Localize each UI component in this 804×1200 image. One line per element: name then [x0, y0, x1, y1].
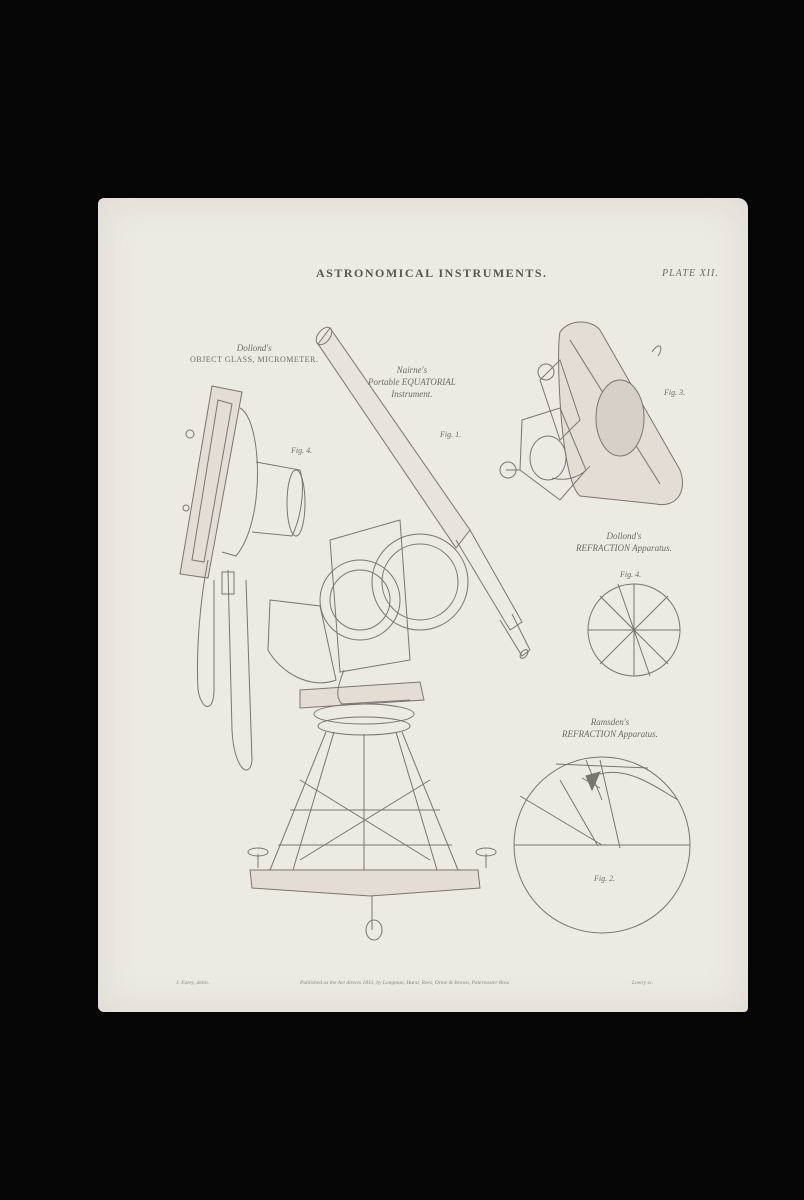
ramsden-refraction-fig-label: Fig. 2.	[594, 874, 616, 883]
micrometer-name: OBJECT GLASS, MICROMETER.	[190, 355, 319, 364]
ramsden-refraction-name: REFRACTION Apparatus.	[562, 729, 658, 739]
equatorial-telescope-drawing	[248, 324, 530, 940]
equatorial-caption	[368, 364, 456, 400]
micrometer-maker: Dollond's	[236, 343, 272, 353]
dollond-refraction-maker: Dollond's	[606, 531, 642, 541]
dollond-refraction-caption	[576, 530, 672, 554]
plate-title: ASTRONOMICAL INSTRUMENTS.	[316, 266, 548, 280]
dollond-refraction-diagram	[588, 584, 680, 676]
ramsden-refraction-maker: Ramsden's	[590, 717, 630, 727]
ramsden-refraction-diagram	[514, 757, 690, 933]
footer-engraver: Lowry sc.	[632, 980, 654, 986]
fig3-eyepiece-drawing	[500, 322, 686, 505]
dollond-refraction-fig-label: Fig. 4.	[620, 570, 642, 579]
ramsden-refraction-caption	[562, 716, 658, 740]
object-glass-micrometer-drawing	[180, 386, 305, 770]
equatorial-fig-label: Fig. 1.	[440, 430, 462, 439]
dollond-refraction-name: REFRACTION Apparatus.	[576, 543, 672, 553]
micrometer-fig-label: Fig. 4.	[291, 446, 313, 455]
footer-delineator: J. Farey, delin.	[176, 980, 209, 986]
micrometer-caption	[190, 342, 318, 366]
fig3-label: Fig. 3.	[664, 388, 686, 397]
footer-publisher: Published as the Act directs 1815, by Longman, Hurst, Rees, Orme & Brown, Paternoster Row.	[300, 980, 510, 986]
equatorial-maker: Nairne's	[396, 365, 428, 375]
equatorial-name-line2: Instrument.	[391, 389, 433, 399]
equatorial-name-line1: Portable EQUATORIAL	[368, 377, 456, 387]
plate-number: PLATE XII.	[662, 268, 719, 279]
